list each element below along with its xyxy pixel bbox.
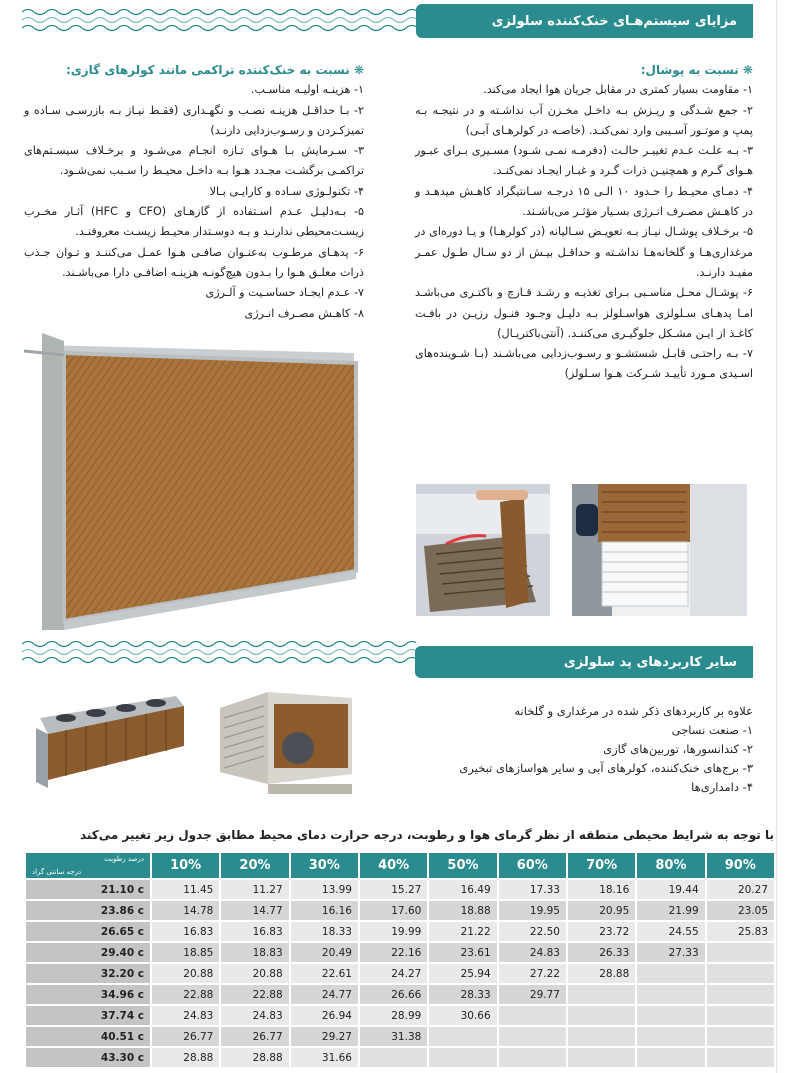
table-cell: 24.77: [291, 985, 358, 1004]
decorative-wave: [22, 4, 416, 34]
table-cell: 21.99: [637, 901, 704, 920]
table-cell: [360, 1048, 427, 1067]
table-cell: [707, 964, 774, 983]
table-cell: 25.83: [707, 922, 774, 941]
table-cell: 20.88: [152, 964, 219, 983]
table-cell: [429, 1048, 496, 1067]
list-item: ۴- دامداری‌ها: [691, 780, 753, 794]
table-cell: [707, 1027, 774, 1046]
table-cell: [568, 1027, 635, 1046]
table-cell: 16.83: [221, 922, 288, 941]
applications-list: [400, 702, 753, 797]
table-cell: 11.45: [152, 880, 219, 899]
table-cell: 18.85: [152, 943, 219, 962]
temperature-axis-label: درجه سانتی گراد: [32, 868, 82, 876]
table-cell: 19.95: [499, 901, 566, 920]
table-cell: 31.66: [291, 1048, 358, 1067]
temperature-cell: 34.96 c: [26, 985, 150, 1004]
table-cell: 19.99: [360, 922, 427, 941]
table-cell: 13.99: [291, 880, 358, 899]
table-cell: 21.22: [429, 922, 496, 941]
table-cell: 24.83: [221, 1006, 288, 1025]
table-cell: 18.33: [291, 922, 358, 941]
list-item: ۱- هزینـه اولیـه مناسـب.: [250, 83, 364, 97]
temperature-cell: 40.51 c: [26, 1027, 150, 1046]
table-cell: [707, 1006, 774, 1025]
table-cell: [568, 985, 635, 1004]
humidity-header: 20%: [221, 853, 288, 878]
table-caption: با توجه به شرایط محیطی منطقه از نظر گرمای هوا و رطوبت، درجه حرارت دمای محیط مطابق جدول زیر تغییر می‌کند: [79, 828, 774, 842]
table-cell: 22.88: [221, 985, 288, 1004]
table-cell: 23.05: [707, 901, 774, 920]
table-cell: 27.33: [637, 943, 704, 962]
table-cell: 20.95: [568, 901, 635, 920]
table-cell: 16.16: [291, 901, 358, 920]
temperature-cell: 43.30 c: [26, 1048, 150, 1067]
list-item: ۲- کندانسورها، توربین‌های گازی: [603, 742, 753, 756]
list-item: ۳- برج‌های خنک‌کننده، کولرهای آبی و سایر هواسازهای تبخیری: [459, 761, 753, 775]
humidity-header: 10%: [152, 853, 219, 878]
section-title-advantages: مزایای سیستم‌هـای خنک‌کننده سلولزی: [416, 4, 753, 38]
table-cell: [499, 1006, 566, 1025]
table-corner-header: [26, 853, 150, 878]
table-cell: 26.66: [360, 985, 427, 1004]
table-cell: 11.27: [221, 880, 288, 899]
list-item: ۴- دمـای محیـط را حـدود ۱۰ الـی ۱۵ درجـه سـانتیگراد کاهـش میدهـد و در کاهـش مصـرف انـرژی بسـیار مؤثـر می‌باشـند.: [415, 184, 754, 219]
table-cell: 28.33: [429, 985, 496, 1004]
table-cell: 28.99: [360, 1006, 427, 1025]
list-item: ۴- تکنولـوژی سـاده و کارایـی بـالا: [209, 184, 364, 198]
applications-intro: علاوه بر کاربردهای ذکر شده در مرغداری و گلخانه: [514, 704, 753, 718]
table-cell: 19.44: [637, 880, 704, 899]
temperature-cell: 21.10 c: [26, 880, 150, 899]
table-cell: 20.88: [221, 964, 288, 983]
list-item: ۳- سـرمایش بـا هـوای تـازه انجـام می‌شـود و برخـلاف سیسـتم‌های تراکمـی برگشـت مجـدد هـوا بـه داخـل محیـط را سـبب نمی‌شـود.: [24, 144, 364, 178]
list-item: ۲- جمع شـدگی و ریـزش بـه داخـل مخـزن آب نداشـته و در نتیجـه بـه پمپ و موتـور آسـیبی وارد نمی‌کنـد. (خاصـه در کولرهـای آبـی): [415, 103, 753, 137]
list-item: ۸- کاهـش مصـرف انـرژی: [244, 306, 364, 320]
humidity-header: 60%: [499, 853, 566, 878]
table-cell: 26.33: [568, 943, 635, 962]
list-item: ۷- بـه راحتـی قابـل شستشـو و رسـوب‌زدایی می‌باشـند (بـا شـوینده‌های اسـیدی مـورد تأییـد شـرکت هـوا سـلولز): [415, 347, 753, 381]
list-item: ۳- بـه علـت عـدم تغییـر حالـت (دفرمـه نمـی شـود) مسـیری بـرای عبـور هـوای گـرم و همچنیـن ذرات گـرد و غبـار ایجـاد نمی‌کنـد.: [415, 144, 753, 178]
table-cell: [707, 943, 774, 962]
temperature-humidity-table: [24, 851, 776, 1069]
list-item: ۶- پدهـای مرطـوب به‌عنـوان صافـی هـوا عمـل می‌کننـد و تـوان جـذب ذرات معلـق هـوا را بـدون هیچ‌گونـه هزینـه اضافـی دارا می‌باشـند.: [24, 245, 364, 279]
humidity-header: 50%: [429, 853, 496, 878]
list-item: ۱- مقاومت بسیار کمتری در مقابل جریان هوا ایجاد می‌کند.: [483, 83, 753, 97]
table-cell: 16.83: [152, 922, 219, 941]
condenser-unit-image: [26, 688, 194, 800]
temperature-cell: 32.20 c: [26, 964, 150, 983]
compression-heading: ❋ نسبت به خنک‌کننده تراکمی مانند کولرهای گازی:: [65, 63, 364, 77]
list-item: ۱- صنعت نساجی: [671, 723, 753, 737]
table-cell: [568, 1006, 635, 1025]
table-cell: [707, 1048, 774, 1067]
humidity-header: 70%: [568, 853, 635, 878]
list-item: ۵- برخـلاف پوشـال نیـاز بـه تعویـض سـالیانه (در کولرهـا) و یـا دوره‌ای در مرغداری‌هـا و گلخانه‌هـا نداشـته و حداقـل بیـش از دو سـال طـول عمـر مفیـد دارنـد.: [415, 225, 753, 279]
advantages-vs-straw: [415, 60, 753, 385]
advantages-vs-compression: [24, 60, 364, 324]
table-cell: 22.50: [499, 922, 566, 941]
table-header-row: [26, 853, 774, 878]
table-cell: [499, 1048, 566, 1067]
table-body: [26, 880, 774, 1067]
temperature-cell: 26.65 c: [26, 922, 150, 941]
evaporative-cooler-image: [212, 688, 358, 800]
table-cell: 27.22: [499, 964, 566, 983]
table-row: [26, 1027, 774, 1046]
table-cell: 28.88: [152, 1048, 219, 1067]
temperature-cell: 37.74 c: [26, 1006, 150, 1025]
humidity-header: 80%: [637, 853, 704, 878]
humidity-header: 90%: [707, 853, 774, 878]
humidity-header: 30%: [291, 853, 358, 878]
cooling-pad-wall-image: [24, 333, 364, 630]
temperature-cell: 23.86 c: [26, 901, 150, 920]
table-row: [26, 943, 774, 962]
humidity-axis-label: درصد رطوبت: [104, 855, 144, 863]
pad-installation-image: [572, 484, 747, 616]
table-row: [26, 964, 774, 983]
temperature-cell: 29.40 c: [26, 943, 150, 962]
table-cell: 31.38: [360, 1027, 427, 1046]
table-cell: 28.88: [568, 964, 635, 983]
table-row: [26, 901, 774, 920]
table-cell: 24.83: [499, 943, 566, 962]
table-cell: [707, 985, 774, 1004]
table-cell: 18.83: [221, 943, 288, 962]
table-cell: 28.88: [221, 1048, 288, 1067]
list-item: ۵- بـه‌دلیـل عـدم اسـتفاده از گازهـای (CFO و HFC) آثـار مخـرب زیسـت‌محیطی ندارنـد و بـه دوسـتدار محیـط زیسـت معروفنـد.: [24, 205, 365, 239]
table-cell: 15.27: [360, 880, 427, 899]
list-item: ۷- عـدم ایجـاد حساسـیت و آلـرژی: [205, 286, 364, 300]
table-cell: 29.27: [291, 1027, 358, 1046]
list-item: ۶- پوشـال محـل مناسـبی بـرای تغذیـه و رشـد قـارچ و باکتـری می‌باشـد امـا پدهـای سـلولزی هواسـلولز بـه دلیـل وجـود فنـول رزیـن در بافـت کاغـذ از ایـن مشـکل جلوگیـری می‌کننـد. (آنتی‌باکتریـال): [415, 286, 753, 340]
table-cell: [637, 1027, 704, 1046]
table-cell: 22.16: [360, 943, 427, 962]
table-cell: [637, 1006, 704, 1025]
table-cell: 22.61: [291, 964, 358, 983]
table-row: [26, 880, 774, 899]
table-cell: 23.61: [429, 943, 496, 962]
table-cell: 20.49: [291, 943, 358, 962]
table-cell: 14.78: [152, 901, 219, 920]
table-cell: 26.94: [291, 1006, 358, 1025]
list-item: ۲- بـا حداقـل هزینـه نصـب و نگهـداری (فقـط نیـاز بـه بازرسـی سـاده و تمیزکـردن و رسـوب‌زدایی دارنـد): [24, 103, 364, 137]
section-title-applications: سایر کاربردهای پد سلولزی: [415, 646, 753, 678]
table-cell: 26.77: [221, 1027, 288, 1046]
table-cell: 24.83: [152, 1006, 219, 1025]
table-cell: 30.66: [429, 1006, 496, 1025]
table-cell: [637, 985, 704, 1004]
table-cell: 22.88: [152, 985, 219, 1004]
table-cell: 16.49: [429, 880, 496, 899]
table-cell: 29.77: [499, 985, 566, 1004]
table-cell: 18.16: [568, 880, 635, 899]
humidity-header: 40%: [360, 853, 427, 878]
decorative-wave: [22, 636, 416, 666]
table-cell: 24.55: [637, 922, 704, 941]
table-cell: 25.94: [429, 964, 496, 983]
table-row: [26, 1048, 774, 1067]
table-cell: 26.77: [152, 1027, 219, 1046]
table-cell: [637, 964, 704, 983]
table-cell: 17.33: [499, 880, 566, 899]
page-edge-line: [776, 0, 777, 1073]
table-cell: 20.27: [707, 880, 774, 899]
table-cell: [568, 1048, 635, 1067]
table-cell: [637, 1048, 704, 1067]
table-row: [26, 1006, 774, 1025]
table-cell: [499, 1027, 566, 1046]
table-cell: 18.88: [429, 901, 496, 920]
table-cell: [429, 1027, 496, 1046]
straw-heading: ❋ نسبت به پوشال:: [640, 63, 753, 77]
table-cell: 23.72: [568, 922, 635, 941]
table-cell: 17.60: [360, 901, 427, 920]
table-cell: 24.27: [360, 964, 427, 983]
table-row: [26, 922, 774, 941]
pad-washing-image: [416, 484, 550, 616]
table-row: [26, 985, 774, 1004]
table-cell: 14.77: [221, 901, 288, 920]
